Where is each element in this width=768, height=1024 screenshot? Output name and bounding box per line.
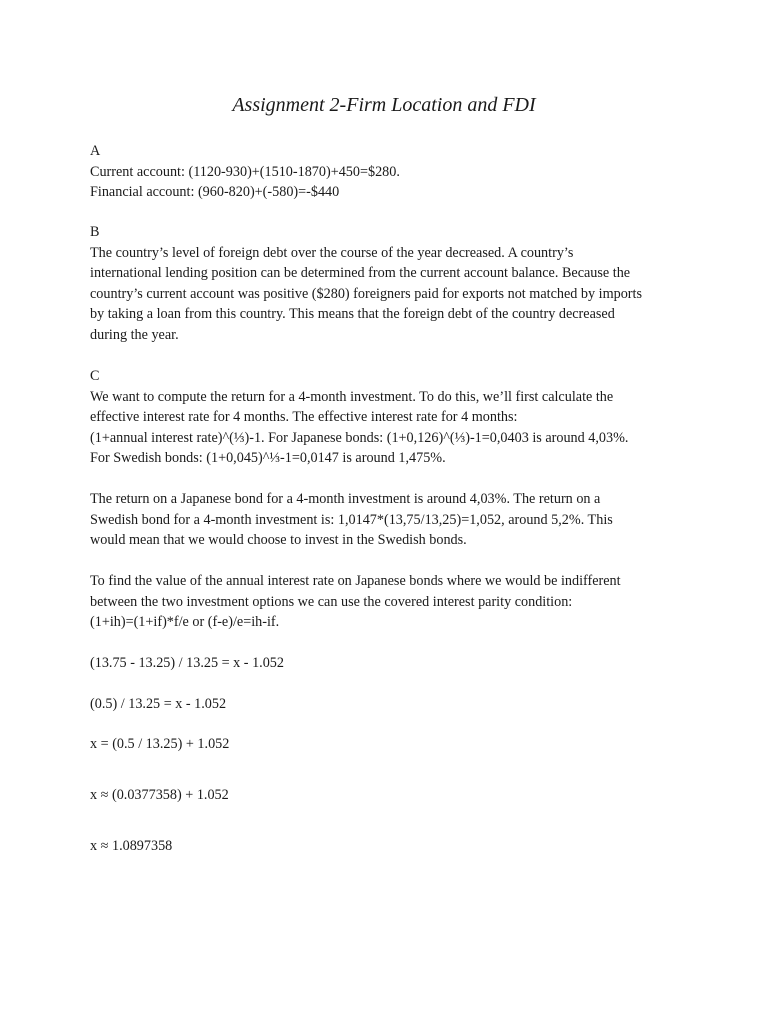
section-c-para3-line: between the two investment options we can use the covered interest parity condition: bbox=[90, 593, 573, 610]
equation-result: x ≈ 1.0897358 bbox=[90, 838, 173, 854]
document-title: Assignment 2-Firm Location and FDI bbox=[232, 94, 536, 116]
section-b-heading: B bbox=[90, 224, 100, 240]
section-c-para3 bbox=[90, 571, 690, 633]
section-c-para2-line: would mean that we would choose to invest in the Swedish bonds. bbox=[90, 532, 467, 549]
section-c-para2-line: Swedish bond for a 4-month investment is: 1,0147*(13,75/13,25)=1,052, around 5,2%. This bbox=[90, 511, 613, 528]
section-a bbox=[90, 141, 690, 203]
section-b-line: by taking a loan from this country. This means that the foreign debt of the country decreased bbox=[90, 306, 615, 323]
equation-line: x = (0.5 / 13.25) + 1.052 bbox=[90, 736, 230, 752]
section-c-heading: C bbox=[90, 368, 100, 384]
section-b-line: country’s current account was positive ($280) foreigners paid for exports not matched by imports bbox=[90, 285, 642, 302]
section-c-para1-line: For Swedish bonds: (1+0,045)^⅓-1=0,0147 is around 1,475%. bbox=[90, 450, 446, 467]
equation-line: (0.5) / 13.25 = x - 1.052 bbox=[90, 696, 227, 712]
section-c-para2 bbox=[90, 489, 690, 551]
section-b-line: international lending position can be determined from the current account balance. Because the bbox=[90, 265, 631, 282]
section-b-line: during the year. bbox=[90, 326, 179, 343]
section-c-para1-line: We want to compute the return for a 4-month investment. To do this, we’ll first calculate the bbox=[90, 388, 614, 405]
section-c bbox=[90, 366, 690, 469]
section-c-para3-line: (1+ih)=(1+if)*f/e or (f-e)/e=ih-if. bbox=[90, 614, 280, 631]
equation-line: (13.75 - 13.25) / 13.25 = x - 1.052 bbox=[90, 655, 284, 671]
current-account-line: Current account: (1120-930)+(1510-1870)+450=$280. bbox=[90, 163, 400, 180]
section-b-line: The country’s level of foreign debt over the course of the year decreased. A country’s bbox=[90, 244, 574, 261]
equation-line: x ≈ (0.0377358) + 1.052 bbox=[90, 787, 229, 803]
section-a-heading: A bbox=[90, 143, 101, 159]
section-b bbox=[90, 222, 690, 346]
section-c-para1-line: (1+annual interest rate)^(⅓)-1. For Japanese bonds: (1+0,126)^(⅓)-1=0,0403 is around 4,03%. bbox=[90, 429, 629, 446]
section-c-para2-line: The return on a Japanese bond for a 4-month investment is around 4,03%. The return on a bbox=[90, 491, 601, 507]
financial-account-line: Financial account: (960-820)+(-580)=-$440 bbox=[90, 184, 340, 201]
section-c-para3-line: To find the value of the annual interest rate on Japanese bonds where we would be indifferent bbox=[90, 573, 621, 589]
section-c-para1-line: effective interest rate for 4 months. The effective interest rate for 4 months: bbox=[90, 409, 518, 426]
